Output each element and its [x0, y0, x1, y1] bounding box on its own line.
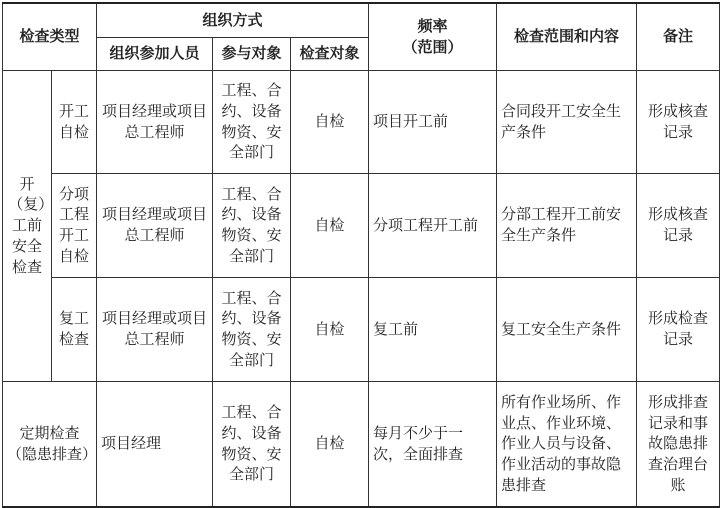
- header-check-type: 检查类型: [3, 3, 97, 70]
- remarks-cell: 形成排查记录和事故隐患排查治理台账: [637, 381, 720, 507]
- frequency-cell: 每月不少于一次，全面排查: [369, 381, 497, 507]
- safety-inspection-table: [2, 2, 720, 508]
- units-cell: 工程、合约、设备物资、安全部门: [213, 277, 291, 381]
- object-cell: 自检: [291, 277, 369, 381]
- subtype-cell: 复工检查: [52, 277, 97, 381]
- remarks-cell: 形成核查记录: [637, 173, 720, 277]
- table-row: [3, 277, 720, 381]
- header-participating-units: 参与对象: [213, 37, 291, 70]
- header-frequency-sub: （范围）: [402, 37, 463, 56]
- object-cell: 自检: [291, 70, 369, 173]
- object-cell: 自检: [291, 173, 369, 277]
- units-cell: 工程、合约、设备物资、安全部门: [213, 381, 291, 507]
- participants-cell: 项目经理或项目总工程师: [97, 173, 213, 277]
- header-frequency-label: 频率: [417, 17, 448, 36]
- remarks-cell: 形成核查记录: [637, 70, 720, 173]
- header-participants: 组织参加人员: [97, 37, 213, 70]
- scope-cell: 复工安全生产条件: [497, 277, 637, 381]
- participants-cell: 项目经理: [97, 381, 213, 507]
- subtype-cell: 开工自检: [52, 70, 97, 173]
- periodic-type-cell: 定期检查（隐患排查）: [3, 381, 97, 507]
- units-cell: 工程、合约、设备物资、安全部门: [213, 70, 291, 173]
- group-label-cell: 开（复）工前安全检查: [3, 70, 52, 381]
- frequency-cell: 项目开工前: [369, 70, 497, 173]
- participants-cell: 项目经理或项目总工程师: [97, 277, 213, 381]
- subtype-cell: 分项工程开工自检: [52, 173, 97, 277]
- table-row-periodic: [3, 381, 720, 507]
- header-frequency: [369, 3, 497, 70]
- header-remarks: 备注: [637, 3, 720, 70]
- scope-cell: 所有作业场所、作业点、作业环境、作业人员与设备、作业活动的事故隐患排查: [497, 381, 637, 507]
- frequency-cell: 分项工程开工前: [369, 173, 497, 277]
- header-check-object: 检查对象: [291, 37, 369, 70]
- table-row: [3, 70, 720, 173]
- scope-cell: 合同段开工安全生产条件: [497, 70, 637, 173]
- table-row: [3, 173, 720, 277]
- participants-cell: 项目经理或项目总工程师: [97, 70, 213, 173]
- remarks-cell: 形成检查记录: [637, 277, 720, 381]
- units-cell: 工程、合约、设备物资、安全部门: [213, 173, 291, 277]
- header-org-method: 组织方式: [97, 3, 369, 37]
- scope-cell: 分部工程开工前安全生产条件: [497, 173, 637, 277]
- header-scope: 检查范围和内容: [497, 3, 637, 70]
- frequency-cell: 复工前: [369, 277, 497, 381]
- object-cell: 自检: [291, 381, 369, 507]
